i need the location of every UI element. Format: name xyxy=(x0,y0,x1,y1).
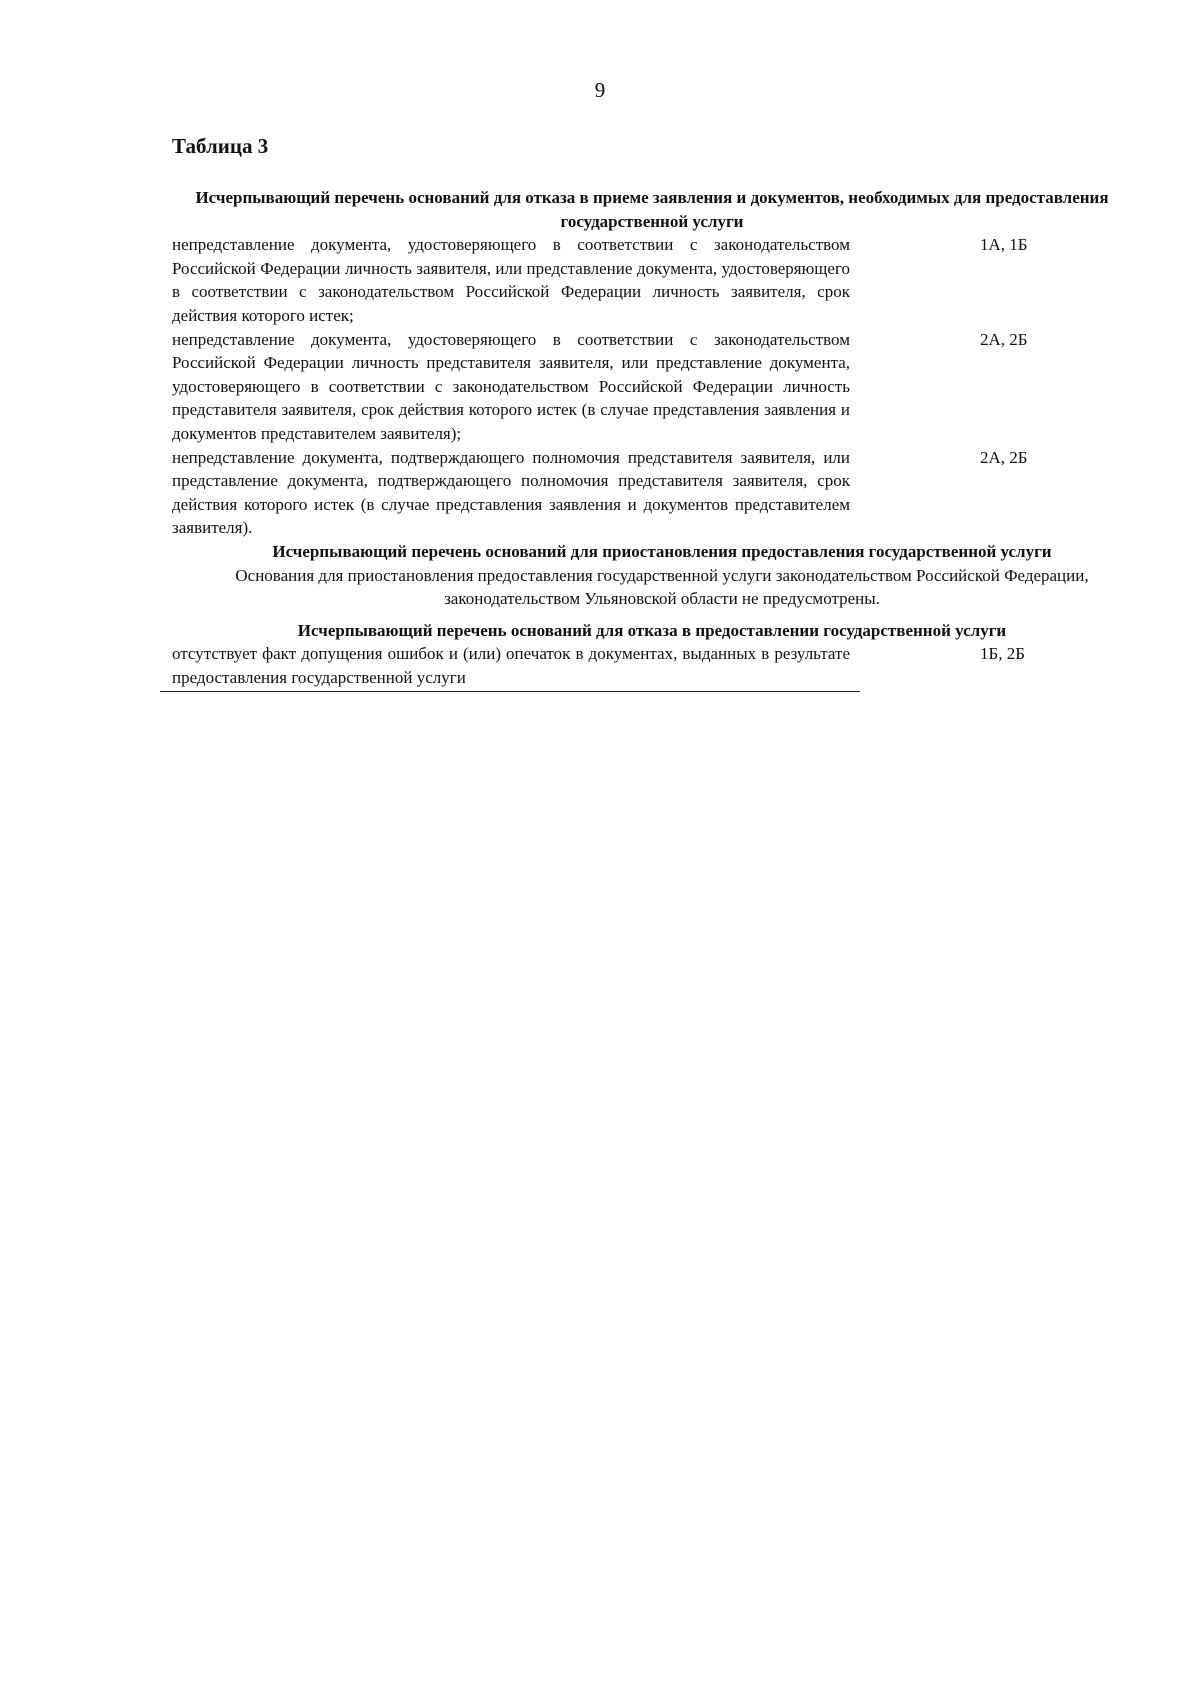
refusal-acceptance-row xyxy=(172,328,1132,446)
ground-codes: 1А, 1Б xyxy=(980,235,1028,255)
page-number: 9 xyxy=(594,78,606,102)
refusal-acceptance-row xyxy=(172,446,1132,540)
refusal-acceptance-title: Исчерпывающий перечень оснований для отказа в приеме заявления и документов, необходимых для предоставления государственной услуги xyxy=(195,188,1109,231)
ground-text: непредставление документа, подтверждающего полномочия представителя заявителя, или представление документа, подтверждающего полномочия представителя заявителя, срок действия которого истек (в случае представления заявления и документов представителем заявителя). xyxy=(172,447,850,538)
table-label: Таблица 3 xyxy=(172,134,269,158)
refusal-provision-row xyxy=(172,642,1132,689)
refusal-provision-title: Исчерпывающий перечень оснований для отказа в предоставлении государственной услуги xyxy=(297,620,1007,640)
ground-codes: 2А, 2Б xyxy=(980,447,1028,467)
ground-text: непредставление документа, удостоверяющего в соответствии с законодательством Российской Федерации личность представителя заявителя, или представление документа, удостоверяющего в соответствии с законодательством Российской Федерации личность представителя заявителя, срок действия которого истек (в случае представления заявления и документов представителем заявителя); xyxy=(172,329,850,443)
ground-text: отсутствует факт допущения ошибок и (или) опечаток в документах, выданных в результате предоставления государственной услуги xyxy=(172,644,850,687)
suspension-note: Основания для приостановления предоставления государственной услуги законодательством Российской Федерации, законодательством Ульяновской области не предусмотрены. xyxy=(235,565,1089,609)
ground-text: непредставление документа, удостоверяющего в соответствии с законодательством Российской Федерации личность заявителя, или представление документа, удостоверяющего в соответствии с законодательством Российской Федерации личность заявителя, срок действия которого истек; xyxy=(172,235,850,325)
document-body xyxy=(172,186,1132,689)
ground-codes: 2А, 2Б xyxy=(980,329,1028,349)
closing-rule xyxy=(160,691,860,692)
refusal-acceptance-row xyxy=(172,233,1132,327)
suspension-title: Исчерпывающий перечень оснований для приостановления предоставления государственной услуги xyxy=(272,541,1052,561)
ground-codes: 1Б, 2Б xyxy=(980,644,1026,664)
